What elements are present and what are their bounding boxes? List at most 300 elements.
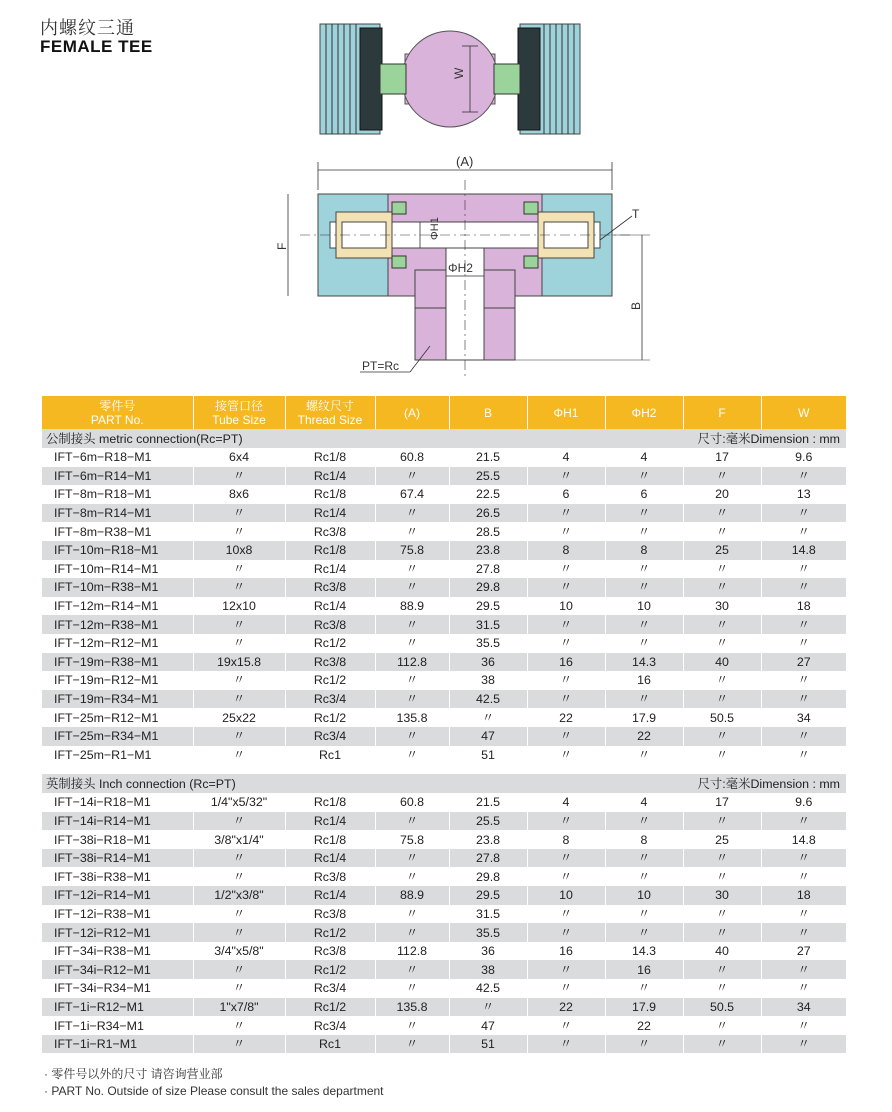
table-cell: 10: [527, 886, 605, 905]
part-number-cell: IFT−8m−R18−M1: [42, 485, 193, 504]
table-cell: 60.8: [375, 793, 449, 812]
section-header: [42, 774, 846, 793]
table-cell: 17: [683, 448, 761, 467]
page-title: FEMALE TEE: [40, 37, 153, 56]
header-h1: ΦH1: [527, 396, 605, 429]
table-cell: 29.5: [449, 597, 527, 616]
table-cell: 88.9: [375, 886, 449, 905]
table-cell: 〃: [683, 560, 761, 579]
table-cell: 16: [527, 653, 605, 672]
note-cn: · 零件号以外的尺寸 请咨询营业部: [44, 1067, 223, 1081]
part-number-cell: IFT−12i−R14−M1: [42, 886, 193, 905]
table-cell: Rc1/2: [285, 671, 375, 690]
dim-f-label: F: [275, 242, 289, 250]
table-cell: 135.8: [375, 708, 449, 727]
table-cell: 16: [527, 942, 605, 961]
table-row: [42, 942, 846, 961]
table-cell: 〃: [527, 979, 605, 998]
table-cell: 6: [605, 485, 683, 504]
table-cell: 〃: [683, 634, 761, 653]
table-cell: 23.8: [449, 541, 527, 560]
table-cell: 38: [449, 960, 527, 979]
table-cell: 〃: [193, 960, 285, 979]
part-number-cell: IFT−14i−R14−M1: [42, 812, 193, 831]
table-cell: 30: [683, 597, 761, 616]
header-h2: ΦH2: [605, 396, 683, 429]
part-number-cell: IFT−19m−R38−M1: [42, 653, 193, 672]
table-cell: 〃: [375, 671, 449, 690]
table-cell: 〃: [605, 690, 683, 709]
table-row: [42, 504, 846, 523]
table-cell: 〃: [375, 560, 449, 579]
table-cell: 〃: [761, 504, 846, 523]
table-cell: Rc1/4: [285, 560, 375, 579]
table-cell: 10: [527, 597, 605, 616]
table-row: [42, 849, 846, 868]
table-cell: 〃: [193, 522, 285, 541]
table-cell: 〃: [683, 671, 761, 690]
table-cell: 〃: [375, 615, 449, 634]
table-cell: 〃: [605, 615, 683, 634]
table-cell: 4: [527, 793, 605, 812]
table-cell: 88.9: [375, 597, 449, 616]
table-row: [42, 1016, 846, 1035]
table-cell: 〃: [761, 1016, 846, 1035]
table-cell: 〃: [605, 905, 683, 924]
dim-b-label: B: [629, 301, 643, 310]
part-number-cell: IFT−25m−R34−M1: [42, 727, 193, 746]
table-row: [42, 886, 846, 905]
table-cell: 〃: [527, 467, 605, 486]
table-cell: Rc3/4: [285, 979, 375, 998]
table-cell: Rc1/8: [285, 448, 375, 467]
table-cell: 〃: [193, 634, 285, 653]
table-cell: 26.5: [449, 504, 527, 523]
table-cell: 16: [605, 960, 683, 979]
table-cell: 〃: [683, 1016, 761, 1035]
table-cell: 〃: [761, 690, 846, 709]
part-number-cell: IFT−8m−R38−M1: [42, 522, 193, 541]
table-cell: 31.5: [449, 905, 527, 924]
table-cell: Rc3/8: [285, 653, 375, 672]
table-cell: 〃: [683, 1035, 761, 1054]
table-cell: 4: [605, 448, 683, 467]
table-cell: 〃: [193, 727, 285, 746]
table-cell: Rc3/4: [285, 727, 375, 746]
table-cell: 8: [605, 541, 683, 560]
table-cell: Rc3/8: [285, 905, 375, 924]
table-row: [42, 671, 846, 690]
table-cell: Rc3/8: [285, 522, 375, 541]
table-cell: 25.5: [449, 812, 527, 831]
part-number-cell: IFT−10m−R18−M1: [42, 541, 193, 560]
table-cell: 21.5: [449, 793, 527, 812]
table-cell: 35.5: [449, 923, 527, 942]
table-cell: 〃: [193, 690, 285, 709]
table-cell: 67.4: [375, 485, 449, 504]
table-cell: 29.8: [449, 867, 527, 886]
table-cell: 〃: [605, 578, 683, 597]
table-row: [42, 541, 846, 560]
header-w: W: [761, 396, 846, 429]
part-number-cell: IFT−12m−R38−M1: [42, 615, 193, 634]
table-cell: 47: [449, 727, 527, 746]
table-cell: 〃: [527, 560, 605, 579]
table-cell: 〃: [449, 998, 527, 1017]
dim-a-label: (A): [456, 154, 474, 169]
table-cell: 〃: [683, 504, 761, 523]
table-row: [42, 812, 846, 831]
table-cell: 25x22: [193, 708, 285, 727]
table-cell: 〃: [375, 690, 449, 709]
table-cell: Rc1/4: [285, 597, 375, 616]
table-cell: 〃: [683, 690, 761, 709]
table-cell: 〃: [193, 849, 285, 868]
table-row: [42, 1035, 846, 1054]
table-cell: 〃: [605, 746, 683, 765]
table-row: [42, 793, 846, 812]
table-cell: 〃: [193, 504, 285, 523]
table-cell: 〃: [193, 746, 285, 765]
dim-w-label: W: [452, 67, 466, 79]
table-row: [42, 746, 846, 765]
table-cell: Rc1/4: [285, 886, 375, 905]
table-cell: 〃: [683, 867, 761, 886]
table-cell: 8: [527, 541, 605, 560]
section-unit: 尺寸:毫米Dimension : mm: [697, 431, 840, 446]
table-cell: 51: [449, 746, 527, 765]
table-cell: 〃: [761, 727, 846, 746]
table-row: [42, 615, 846, 634]
table-cell: 8: [605, 830, 683, 849]
part-number-cell: IFT−14i−R18−M1: [42, 793, 193, 812]
section-header: [42, 429, 846, 448]
table-cell: Rc1/2: [285, 634, 375, 653]
part-number-cell: IFT−12m−R12−M1: [42, 634, 193, 653]
table-cell: 27: [761, 653, 846, 672]
table-cell: 〃: [761, 746, 846, 765]
table-cell: 36: [449, 942, 527, 961]
table-cell: 〃: [375, 504, 449, 523]
table-cell: 50.5: [683, 708, 761, 727]
table-cell: 〃: [605, 560, 683, 579]
table-cell: 〃: [761, 849, 846, 868]
table-cell: 〃: [193, 979, 285, 998]
table-cell: 60.8: [375, 448, 449, 467]
table-cell: 19x15.8: [193, 653, 285, 672]
table-cell: 135.8: [375, 998, 449, 1017]
table-cell: 10: [605, 886, 683, 905]
header-tube-size: 接管口径 Tube Size: [193, 396, 285, 429]
table-cell: 〃: [683, 905, 761, 924]
table-cell: 〃: [761, 560, 846, 579]
table-cell: 〃: [375, 923, 449, 942]
table-cell: 〃: [375, 634, 449, 653]
table-cell: 〃: [193, 560, 285, 579]
table-cell: 10: [605, 597, 683, 616]
table-cell: 〃: [527, 522, 605, 541]
part-number-cell: IFT−12m−R14−M1: [42, 597, 193, 616]
table-cell: 〃: [193, 1035, 285, 1054]
table-cell: 1"x7/8": [193, 998, 285, 1017]
table-cell: 9.6: [761, 793, 846, 812]
table-cell: Rc1/8: [285, 541, 375, 560]
part-number-cell: IFT−6m−R14−M1: [42, 467, 193, 486]
table-cell: Rc1: [285, 746, 375, 765]
table-cell: 〃: [527, 690, 605, 709]
table-cell: 〃: [761, 522, 846, 541]
table-cell: Rc1: [285, 1035, 375, 1054]
title-chinese: 内螺纹三通: [40, 18, 135, 38]
table-cell: 〃: [527, 812, 605, 831]
table-row: [42, 960, 846, 979]
table-cell: 〃: [527, 746, 605, 765]
part-number-cell: IFT−1i−R34−M1: [42, 1016, 193, 1035]
table-cell: 14.3: [605, 653, 683, 672]
part-number-cell: IFT−38i−R14−M1: [42, 849, 193, 868]
part-number-cell: IFT−38i−R18−M1: [42, 830, 193, 849]
table-cell: 6x4: [193, 448, 285, 467]
table-cell: 23.8: [449, 830, 527, 849]
table-cell: 〃: [527, 1035, 605, 1054]
table-row: [42, 905, 846, 924]
table-cell: 29.8: [449, 578, 527, 597]
table-cell: 〃: [761, 960, 846, 979]
table-row: [42, 727, 846, 746]
table-cell: 〃: [605, 867, 683, 886]
right-nut: [494, 24, 580, 134]
section-title: 公制接头 metric connection(Rc=PT): [46, 431, 243, 446]
table-row: [42, 560, 846, 579]
table-cell: 〃: [527, 504, 605, 523]
table-cell: 25: [683, 830, 761, 849]
table-cell: 〃: [375, 1035, 449, 1054]
table-cell: 〃: [605, 923, 683, 942]
table-cell: 8: [527, 830, 605, 849]
table-cell: Rc1/8: [285, 485, 375, 504]
table-cell: 28.5: [449, 522, 527, 541]
table-cell: 〃: [527, 905, 605, 924]
table-row: [42, 998, 846, 1017]
table-cell: 〃: [527, 727, 605, 746]
table-cell: 〃: [193, 578, 285, 597]
table-cell: 51: [449, 1035, 527, 1054]
table-cell: 〃: [375, 1016, 449, 1035]
table-cell: Rc1/2: [285, 923, 375, 942]
table-cell: 40: [683, 653, 761, 672]
section-gap: [42, 764, 846, 774]
table-header-row: [42, 396, 846, 429]
table-cell: 〃: [193, 905, 285, 924]
table-cell: 31.5: [449, 615, 527, 634]
part-number-cell: IFT−12i−R12−M1: [42, 923, 193, 942]
table-cell: 〃: [527, 615, 605, 634]
table-cell: 〃: [375, 727, 449, 746]
table-cell: 〃: [375, 746, 449, 765]
table-cell: 75.8: [375, 830, 449, 849]
table-cell: 〃: [449, 708, 527, 727]
part-number-cell: IFT−1i−R1−M1: [42, 1035, 193, 1054]
table-cell: 22: [605, 1016, 683, 1035]
table-cell: 〃: [683, 812, 761, 831]
dim-pt-label: PT=Rc: [362, 359, 400, 373]
part-number-cell: IFT−12i−R38−M1: [42, 905, 193, 924]
table-cell: 25: [683, 541, 761, 560]
table-cell: 14.8: [761, 541, 846, 560]
table-cell: 14.3: [605, 942, 683, 961]
table-cell: 36: [449, 653, 527, 672]
header-part-no: 零件号 PART No.: [42, 396, 193, 429]
table-cell: 〃: [527, 671, 605, 690]
table-cell: Rc1/4: [285, 467, 375, 486]
table-row: [42, 979, 846, 998]
part-number-cell: IFT−19m−R34−M1: [42, 690, 193, 709]
table-cell: 1/4"x5/32": [193, 793, 285, 812]
table-cell: 〃: [683, 979, 761, 998]
table-cell: 〃: [761, 905, 846, 924]
table-cell: 〃: [193, 812, 285, 831]
table-cell: 〃: [605, 504, 683, 523]
part-number-cell: IFT−38i−R38−M1: [42, 867, 193, 886]
table-body: [42, 429, 846, 1053]
table-cell: 〃: [193, 1016, 285, 1035]
table-cell: 4: [605, 793, 683, 812]
table-cell: 14.8: [761, 830, 846, 849]
table-cell: Rc1/4: [285, 504, 375, 523]
table-cell: Rc1/4: [285, 849, 375, 868]
table-cell: 18: [761, 886, 846, 905]
table-cell: 〃: [375, 979, 449, 998]
table-cell: 〃: [605, 849, 683, 868]
table-cell: 34: [761, 998, 846, 1017]
table-cell: 13: [761, 485, 846, 504]
table-cell: 3/4"x5/8": [193, 942, 285, 961]
table-cell: 10x8: [193, 541, 285, 560]
table-cell: 〃: [761, 671, 846, 690]
dim-t-label: T: [632, 207, 640, 221]
table-cell: 20: [683, 485, 761, 504]
table-cell: Rc3/4: [285, 690, 375, 709]
table-cell: 17: [683, 793, 761, 812]
table-cell: 〃: [761, 467, 846, 486]
part-number-cell: IFT−8m−R14−M1: [42, 504, 193, 523]
table-cell: 50.5: [683, 998, 761, 1017]
table-cell: 〃: [375, 522, 449, 541]
part-number-cell: IFT−34i−R12−M1: [42, 960, 193, 979]
table-row: [42, 708, 846, 727]
table-cell: 〃: [193, 615, 285, 634]
table-cell: 17.9: [605, 998, 683, 1017]
table-cell: 27.8: [449, 560, 527, 579]
table-cell: 17.9: [605, 708, 683, 727]
table-cell: 27: [761, 942, 846, 961]
table-cell: 1/2"x3/8": [193, 886, 285, 905]
table-row: [42, 448, 846, 467]
table-cell: Rc3/8: [285, 942, 375, 961]
table-cell: Rc3/8: [285, 867, 375, 886]
table-cell: 〃: [761, 578, 846, 597]
table-cell: 27.8: [449, 849, 527, 868]
table-cell: 34: [761, 708, 846, 727]
table-cell: 75.8: [375, 541, 449, 560]
table-cell: 〃: [375, 867, 449, 886]
table-cell: Rc3/8: [285, 578, 375, 597]
table-row: [42, 485, 846, 504]
table-cell: 〃: [761, 923, 846, 942]
table-cell: 〃: [761, 812, 846, 831]
table-row: [42, 578, 846, 597]
table-cell: 18: [761, 597, 846, 616]
table-cell: 〃: [527, 849, 605, 868]
note-en: · PART No. Outside of size Please consult the sales department: [44, 1084, 384, 1098]
header-f: F: [683, 396, 761, 429]
table-cell: 22: [605, 727, 683, 746]
left-nut: [320, 24, 406, 134]
part-number-cell: IFT−10m−R14−M1: [42, 560, 193, 579]
table-cell: 〃: [605, 634, 683, 653]
table-cell: 35.5: [449, 634, 527, 653]
part-number-cell: IFT−19m−R12−M1: [42, 671, 193, 690]
table-cell: 〃: [527, 923, 605, 942]
section-title: 英制接头 Inch connection (Rc=PT): [46, 776, 236, 791]
part-number-cell: IFT−6m−R18−M1: [42, 448, 193, 467]
part-number-cell: IFT−1i−R12−M1: [42, 998, 193, 1017]
table-cell: 22: [527, 998, 605, 1017]
table-row: [42, 467, 846, 486]
table-cell: 〃: [527, 634, 605, 653]
table-cell: Rc3/4: [285, 1016, 375, 1035]
table-cell: 〃: [761, 634, 846, 653]
table-cell: 〃: [375, 905, 449, 924]
table-cell: Rc1/4: [285, 812, 375, 831]
table-cell: 〃: [375, 849, 449, 868]
table-cell: 25.5: [449, 467, 527, 486]
table-cell: Rc1/8: [285, 793, 375, 812]
table-cell: 〃: [761, 1035, 846, 1054]
table-row: [42, 522, 846, 541]
header-a: (A): [375, 396, 449, 429]
table-cell: 〃: [683, 467, 761, 486]
part-number-cell: IFT−25m−R1−M1: [42, 746, 193, 765]
table-cell: 〃: [683, 746, 761, 765]
table-cell: Rc1/8: [285, 830, 375, 849]
table-cell: 〃: [193, 671, 285, 690]
table-cell: 〃: [375, 812, 449, 831]
table-cell: 4: [527, 448, 605, 467]
table-cell: Rc1/2: [285, 998, 375, 1017]
table-cell: 38: [449, 671, 527, 690]
table-cell: 〃: [527, 1016, 605, 1035]
table-cell: 〃: [605, 979, 683, 998]
header-thread-size: 螺纹尺寸 Thread Size: [285, 396, 375, 429]
spec-table: [42, 396, 846, 1053]
table-cell: 9.6: [761, 448, 846, 467]
table-cell: 〃: [761, 867, 846, 886]
table-cell: 21.5: [449, 448, 527, 467]
table-row: [42, 830, 846, 849]
section-unit: 尺寸:毫米Dimension : mm: [697, 776, 840, 791]
table-cell: 40: [683, 942, 761, 961]
table-cell: 〃: [761, 979, 846, 998]
table-cell: Rc3/8: [285, 615, 375, 634]
table-cell: 〃: [683, 578, 761, 597]
footnotes: [44, 1066, 384, 1100]
table-cell: 42.5: [449, 690, 527, 709]
table-cell: 47: [449, 1016, 527, 1035]
table-cell: 29.5: [449, 886, 527, 905]
table-cell: 〃: [605, 812, 683, 831]
table-cell: 〃: [527, 578, 605, 597]
